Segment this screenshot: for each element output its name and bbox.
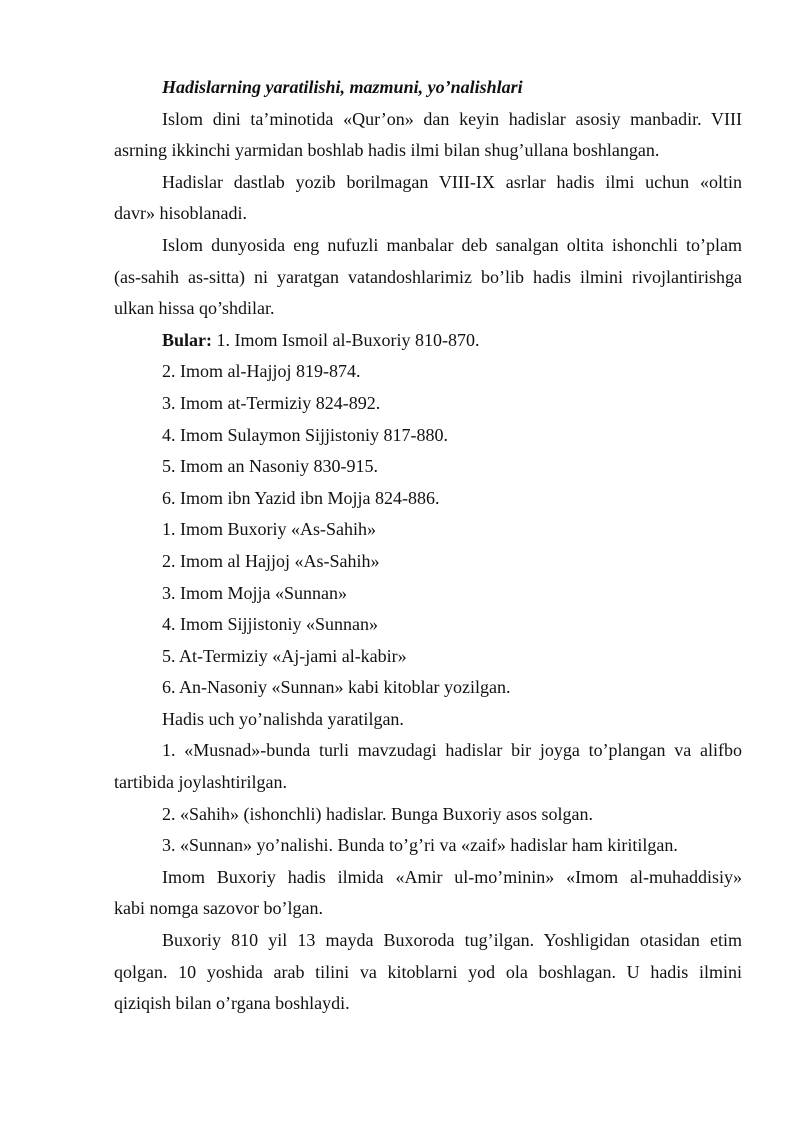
book-list-item: 3. Imom Mojja «Sunnan» xyxy=(162,582,347,603)
book-list-item: 6. An-Nasoniy «Sunnan» kabi kitoblar yozilgan. xyxy=(162,677,511,698)
paragraph-line: ulkan hissa qo’shdilar. xyxy=(114,298,275,319)
paragraph-line: Imom Buxoriy hadis ilmida «Amir ul-mo’minin» «Imom al-muhaddisiy» xyxy=(162,866,742,887)
paragraph-line: Islom dunyosida eng nufuzli manbalar deb sanalgan oltita ishonchli to’plam xyxy=(162,234,742,255)
paragraph-line: asrning ikkinchi yarmidan boshlab hadis ilmi bilan shug’ullana boshlangan. xyxy=(114,140,660,161)
direction-item: 1. «Musnad»-bunda turli mavzudagi hadislar bir joyga to’plangan va alifbo xyxy=(162,740,742,761)
paragraph-line: davr» hisoblanadi. xyxy=(114,203,247,224)
paragraph-line: (as-sahih as-sitta) ni yaratgan vatandoshlarimiz bo’lib hadis ilmini rivojlantirishga xyxy=(114,266,742,287)
paragraph-line: kabi nomga sazovor bo’lgan. xyxy=(114,898,323,919)
scholar-list-item: 6. Imom ibn Yazid ibn Mojja 824-886. xyxy=(162,487,440,508)
direction-item-continuation: tartibida joylashtirilgan. xyxy=(114,772,287,793)
book-list-item: 4. Imom Sijjistoniy «Sunnan» xyxy=(162,614,379,635)
paragraph-line: qiziqish bilan o’rgana boshlaydi. xyxy=(114,993,350,1014)
direction-item: 3. «Sunnan» yo’nalishi. Bunda to’g’ri va «zaif» hadislar ham kiritilgan. xyxy=(162,835,678,856)
scholar-list-item: 5. Imom an Nasoniy 830-915. xyxy=(162,456,378,477)
paragraph-line: Hadislar dastlab yozib borilmagan VIII-IX asrlar hadis ilmi uchun «oltin xyxy=(162,171,742,192)
direction-item: 2. «Sahih» (ishonchli) hadislar. Bunga Buxoriy asos solgan. xyxy=(162,803,593,824)
directions-intro: Hadis uch yo’nalishda yaratilgan. xyxy=(162,708,404,729)
document-page xyxy=(114,72,742,1020)
paragraph-line: Islom dini ta’minotida «Qur’on» dan keyin hadislar asosiy manbadir. VIII xyxy=(162,108,742,129)
scholar-list-item xyxy=(114,325,742,357)
document-title: Hadislarning yaratilishi, mazmuni, yo’nalishlari xyxy=(162,77,523,97)
bular-label: Bular: xyxy=(162,329,213,350)
paragraph-line: qolgan. 10 yoshida arab tilini va kitoblarni yod ola boshlagan. U hadis ilmini xyxy=(114,961,742,982)
book-list-item: 2. Imom al Hajjoj «As-Sahih» xyxy=(162,550,380,571)
scholar-text: 1. Imom Ismoil al-Buxoriy 810-870. xyxy=(212,329,480,350)
paragraph-line: Buxoriy 810 yil 13 mayda Buxoroda tug’ilgan. Yoshligidan otasidan etim xyxy=(162,930,742,951)
book-list-item: 5. At-Termiziy «Aj-jami al-kabir» xyxy=(162,645,407,666)
scholar-list-item: 2. Imom al-Hajjoj 819-874. xyxy=(162,361,361,382)
scholar-list-item: 4. Imom Sulaymon Sijjistoniy 817-880. xyxy=(162,424,449,445)
book-list-item: 1. Imom Buxoriy «As-Sahih» xyxy=(162,519,376,540)
scholar-list-item: 3. Imom at-Termiziy 824-892. xyxy=(162,392,381,413)
